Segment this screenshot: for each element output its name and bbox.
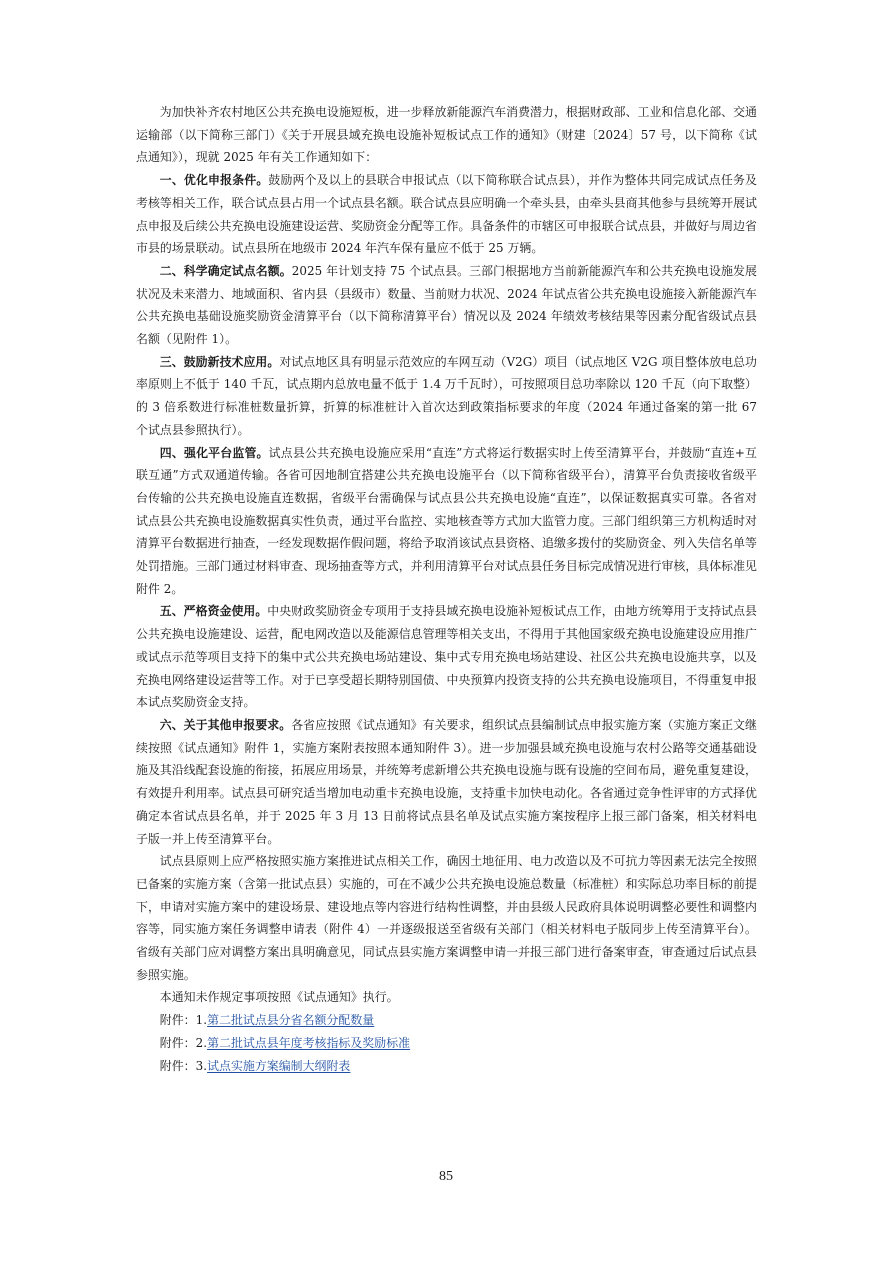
- section-3-paragraph: [136, 351, 757, 442]
- section-4-paragraph: [136, 442, 757, 601]
- attachment-1-link[interactable]: 第二批试点县分省名额分配数量: [207, 1013, 375, 1028]
- attachment-2-prefix: 附件：2.: [159, 1035, 208, 1050]
- section-4-body: 试点县公共充换电设施应采用“直连”方式将运行数据实时上传至清算平台，并鼓励“直连+互联互通”方式双通道传输。各省可因地制宜搭建公共充换电设施平台（以下简称省级平台），清算平台负责接收省级平台传输的公共充换电设施直连数据，省级平台需确保与试点县公共充换电设施“直连”，以保证数据真实可靠。各省对试点县公共充换电设施数据真实性负责，通过平台监控、实地核查等方式加大监管力度。三部门组织第三方机构适时对清算平台数据进行抽查，一经发现数据作假问题，将给予取消该试点县资格、追缴多拨付的奖励资金、列入失信名单等处罚措施。三部门通过材料审查、现场抽查等方式，并利用清算平台对试点县任务目标完成情况进行审核，具体标准见附件 2。: [136, 445, 757, 596]
- intro-paragraph: 为加快补齐农村地区公共充换电设施短板，进一步释放新能源汽车消费潜力，根据财政部、工业和信息化部、交通运输部（以下简称三部门）《关于开展县域充换电设施补短板试点工作的通知》（财建〔2024〕57 号，以下简称《试点通知》），现就 2025 年有关工作通知如下：: [136, 105, 757, 165]
- section-2-heading: 二、科学确定试点名额。: [159, 263, 292, 278]
- attachment-2: [136, 1032, 757, 1055]
- closing-note: 本通知未作规定事项按照《试点通知》执行。: [159, 990, 399, 1005]
- section-2-body: 2025 年计划支持 75 个试点县。三部门根据地方当前新能源汽车和公共充换电设施发展状况及未来潜力、地域面积、省内县（县级市）数量、当前财力状况、2024 年试点省公共充换电设施接入新能源汽车公共充换电基础设施奖励资金清算平台（以下简称清算平台）情况以及 2024 年绩效考核结果等因素分配省级试点县名额（见附件 1）。: [136, 263, 757, 347]
- section-5-body: 中央财政奖励资金专项用于支持县域充换电设施补短板试点工作，由地方统筹用于支持试点县公共充换电设施建设、运营，配电网改造以及能源信息管理等相关支出，不得用于其他国家级充换电设施建设应用推广或试点示范等项目支持下的集中式公共充换电场站建设、集中式专用充换电场站建设、社区公共充换电设施共享，以及充换电网络建设运营等工作。对于已享受超长期特别国债、中央预算内投资支持的公共充换电设施项目，不得重复申报本试点奖励资金支持。: [136, 604, 757, 710]
- adjustment-paragraph: 试点县原则上应严格按照实施方案推进试点相关工作，确因土地征用、电力改造以及不可抗力等因素无法完全按照已备案的实施方案（含第一批试点县）实施的，可在不减少公共充换电设施总数量（标准桩）和实际总功率目标的前提下，申请对实施方案中的建设场景、建设地点等内容进行结构性调整，并由县级人民政府具体说明调整必要性和调整内容等，同实施方案任务调整申请表（附件 4）一并逐级报送至省级有关部门（相关材料电子版同步上传至清算平台）。省级有关部门应对调整方案出具明确意见，同试点县实施方案调整申请一并报三部门进行备案审查，审查通过后试点县参照实施。: [136, 854, 757, 982]
- page-number: 85: [439, 1169, 453, 1184]
- attachment-1-prefix: 附件：1.: [159, 1013, 208, 1028]
- section-3-body: 对试点地区具有明显示范效应的车网互动（V2G）项目（试点地区 V2G 项目整体放电总功率原则上不低于 140 千瓦，试点期内总放电量不低于 1.4 万千瓦时），可按照项目总功率除以 120 千瓦（向下取整）的 3 倍系数进行标准桩数量折算，折算的标准桩计入首次达到政策指标要求的年度（2024 年通过备案的第一批 67 个试点县参照执行）。: [136, 354, 757, 437]
- section-2-paragraph: [136, 260, 757, 351]
- section-3-heading: 三、鼓励新技术应用。: [159, 354, 280, 369]
- section-1-paragraph: [136, 169, 757, 260]
- section-4-heading: 四、强化平台监管。: [159, 445, 269, 460]
- section-1-heading: 一、优化申报条件。: [159, 173, 269, 188]
- section-6-body: 各省应按照《试点通知》有关要求，组织试点县编制试点申报实施方案（实施方案正文继续按照《试点通知》附件 1，实施方案附表按照本通知附件 3）。进一步加强县域充换电设施与农村公路等交通基础设施及其沿线配套设施的衔接，拓展应用场景，并统筹考虑新增公共充换电设施与既有设施的空间布局，避免重复建设，有效提升利用率。试点县可研究适当增加电动重卡充换电设施，支持重卡加快电动化。各省通过竞争性评审的方式择优确定本省试点县名单，并于 2025 年 3 月 13 日前将试点县名单及试点实施方案按程序上报三部门备案，相关材料电子版一并上传至清算平台。: [136, 717, 757, 846]
- section-5-heading: 五、严格资金使用。: [159, 604, 268, 619]
- section-6-paragraph: [136, 714, 757, 850]
- section-6-heading: 六、关于其他申报要求。: [159, 717, 292, 732]
- attachment-1: [136, 1009, 757, 1032]
- attachment-2-link[interactable]: 第二批试点县年度考核指标及奖励标准: [207, 1035, 411, 1050]
- section-1-body: 鼓励两个及以上的县联合申报试点（以下简称联合试点县），并作为整体共同完成试点任务及考核等相关工作，联合试点县占用一个试点县名额。联合试点县应明确一个牵头县，由牵头县商其他参与县统筹开展试点申报及后续公共充换电设施建设运营、奖励资金分配等工作。具备条件的市辖区可申报联合试点县，并做好与周边省市县的场景联动。试点县所在地级市 2024 年汽车保有量应不低于 25 万辆。: [136, 173, 757, 256]
- document-body: [136, 101, 757, 1077]
- attachment-3-link[interactable]: 试点实施方案编制大纲附表: [207, 1058, 351, 1073]
- attachment-3: [136, 1055, 757, 1078]
- attachment-3-prefix: 附件：3.: [159, 1058, 208, 1073]
- section-5-paragraph: [136, 600, 757, 714]
